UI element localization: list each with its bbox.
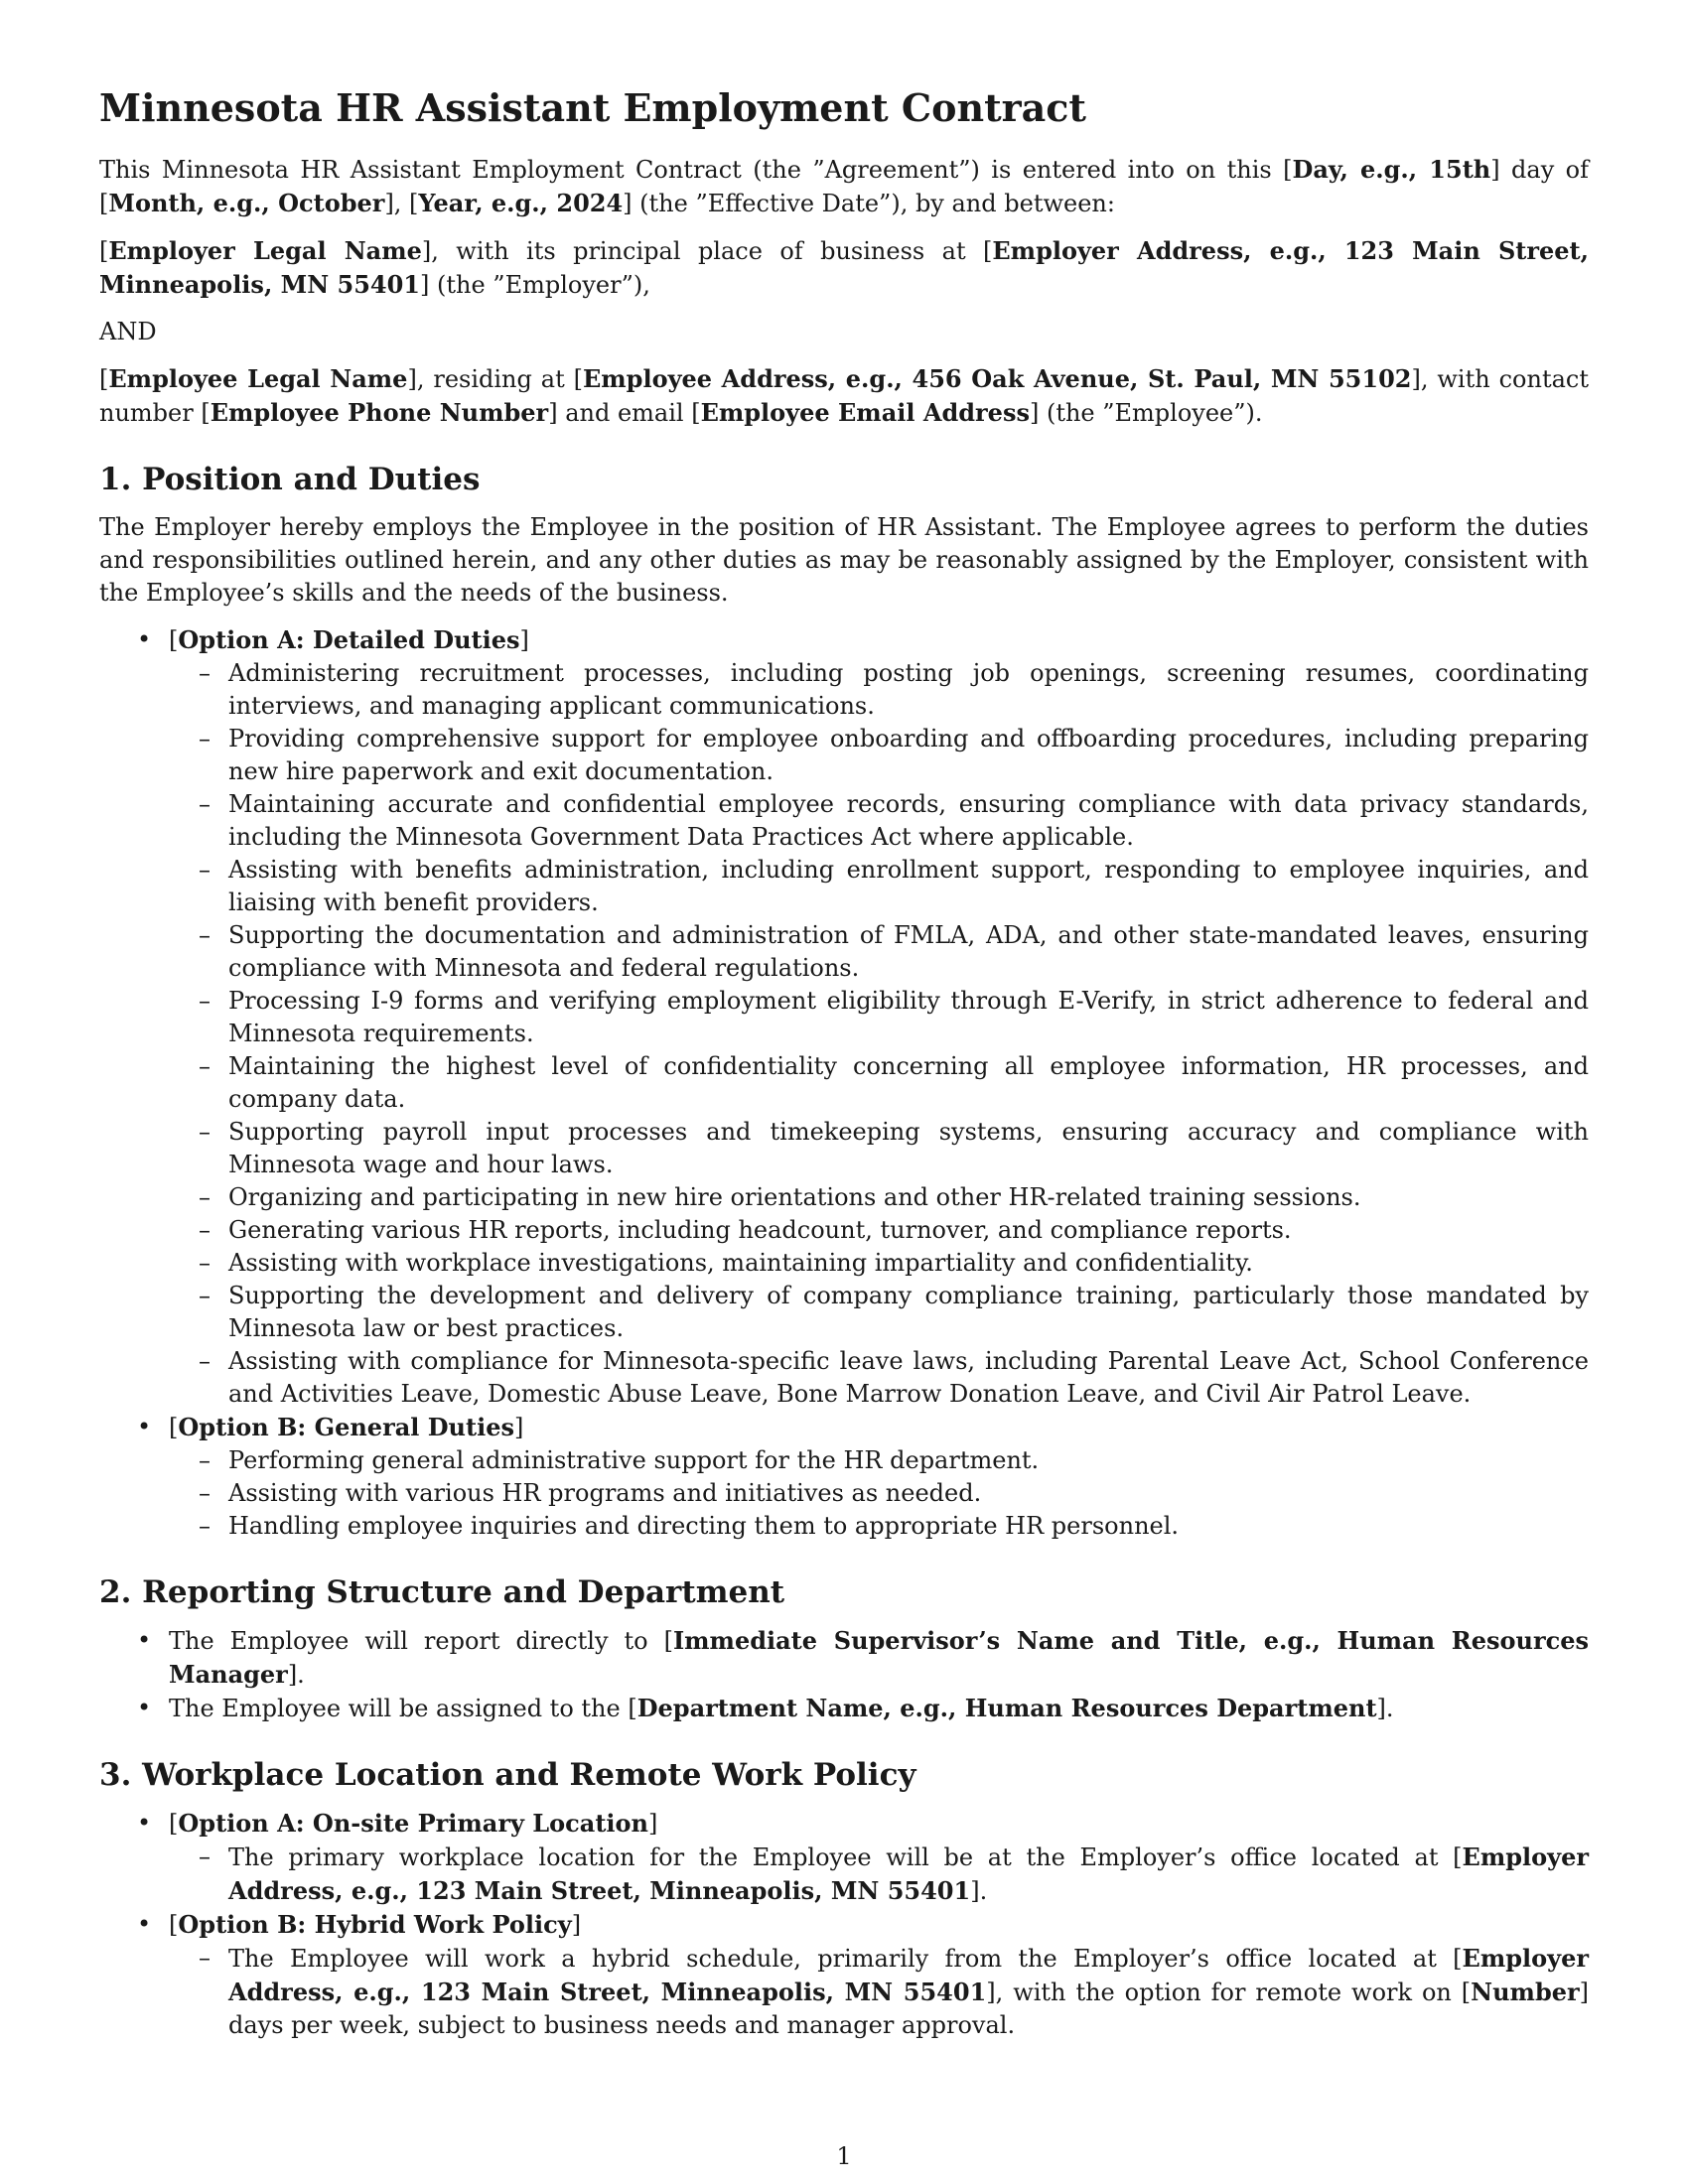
dash-icon: – <box>199 1052 211 1080</box>
department-item: • The Employee will be assigned to the [Department Name, e.g., Human Resources Department]. <box>137 1694 1394 1722</box>
reporting-supervisor-item: • The Employee will report directly to [Immediate Supervisor’s Name and Title, e.g., Human Resources Manager]. <box>137 1626 1590 1689</box>
list-item: – Maintaining the highest level of confidentiality concerning all employee information, HR processes, and company data. <box>199 1052 1589 1113</box>
placeholder-day: Day, e.g., 15th <box>1292 155 1491 184</box>
placeholder-employer-name: Employer Legal Name <box>108 236 422 265</box>
list-item: – Supporting the documentation and administration of FMLA, ADA, and other state-mandated leaves, ensuring compliance with Minnesota and federal regulations. <box>199 921 1589 982</box>
placeholder-employer-address: Employer Address, e.g., 123 Main Street, Minneapolis, MN 55401 <box>228 1944 1589 2006</box>
list-item: – Assisting with compliance for Minnesota-specific leave laws, including Parental Leave Act, School Conference and Activities Leave, Domestic Abuse Leave, Bone Marrow Donation Leave, and Civil Air Patrol Leave. <box>199 1347 1589 1408</box>
list-item: – Supporting payroll input processes and timekeeping systems, ensuring accuracy and compliance with Minnesota wage and hour laws. <box>199 1118 1589 1178</box>
page-number: 1 <box>836 2142 852 2170</box>
dash-icon: – <box>199 659 211 687</box>
list-item: – Organizing and participating in new hire orientations and other HR-related training sessions. <box>169 1181 1589 1214</box>
bullet-icon: • <box>137 1910 152 1938</box>
list-item: – Processing I-9 forms and verifying employment eligibility through E-Verify, in strict adherence to federal and Minnesota requirements. <box>199 987 1589 1047</box>
list-item: – Maintaining accurate and confidential employee records, ensuring compliance with data privacy standards, including the Minnesota Government Data Practices Act where applicable. <box>199 790 1589 851</box>
list-item: – Assisting with benefits administration, including enrollment support, responding to employee inquiries, and liaising with benefit providers. <box>199 856 1589 916</box>
list-item: – Generating various HR reports, including headcount, turnover, and compliance reports. <box>169 1214 1589 1247</box>
intro-and: AND <box>99 318 157 345</box>
list-item: – Assisting with various HR programs and initiatives as needed. <box>169 1477 1589 1510</box>
intro-paragraph-employer: [Employer Legal Name], with its principal place of business at [Employer Address, e.g., 123 Main Street, Minneapolis, MN 55401] (the ”Employer”), <box>99 236 1589 299</box>
dash-icon: – <box>199 1282 211 1309</box>
section3-list <box>99 1807 1589 2042</box>
list-item: – Providing comprehensive support for employee onboarding and offboarding procedures, including preparing new hire paperwork and exit documentation. <box>199 725 1589 785</box>
dash-icon: – <box>199 1183 211 1211</box>
placeholder-supervisor: Immediate Supervisor’s Name and Title, e.g., Human Resources Manager <box>169 1626 1590 1689</box>
placeholder-month: Month, e.g., October <box>108 189 385 217</box>
dash-icon: – <box>199 1249 211 1277</box>
option-a-duties-list <box>169 657 1589 1411</box>
placeholder-employee-phone: Employee Phone Number <box>210 398 549 427</box>
dash-icon: – <box>199 1944 211 1972</box>
bullet-icon: • <box>137 1809 152 1837</box>
dash-icon: – <box>199 856 211 884</box>
list-item: – Handling employee inquiries and directing them to appropriate HR personnel. <box>169 1510 1589 1543</box>
dash-icon: – <box>199 790 211 818</box>
placeholder-employer-address: Employer Address, e.g., 123 Main Street, Minneapolis, MN 55401 <box>99 236 1589 299</box>
option-b-hybrid-list <box>169 1942 1589 2042</box>
dash-icon: – <box>199 1479 211 1507</box>
placeholder-employee-name: Employee Legal Name <box>108 364 408 393</box>
bullet-icon: • <box>137 1413 152 1440</box>
section1-options-list <box>99 623 1589 1543</box>
list-item: – Supporting the development and delivery of company compliance training, particularly those mandated by Minnesota law or best practices. <box>199 1282 1589 1342</box>
document-page <box>99 85 1589 2042</box>
placeholder-number: Number <box>1471 1978 1580 2006</box>
list-item: – The Employee will work a hybrid schedule, primarily from the Employer’s office located at [Employer Address, e.g., 123 Main Street, Minneapolis, MN 55401], with the option for remote work on [Number] days per week, subject to business needs and manager approval. <box>199 1944 1590 2039</box>
dash-icon: – <box>199 1216 211 1244</box>
dash-icon: – <box>199 921 211 949</box>
bullet-icon: • <box>137 625 152 653</box>
bullet-icon: • <box>137 1626 152 1654</box>
section-heading-reporting-structure: 2. Reporting Structure and Department <box>99 1574 785 1610</box>
placeholder-employee-address: Employee Address, e.g., 456 Oak Avenue, St. Paul, MN 55102 <box>582 364 1412 393</box>
dash-icon: – <box>199 1446 211 1474</box>
intro-paragraph-date: This Minnesota HR Assistant Employment Contract (the ”Agreement”) is entered into on this [Day, e.g., 15th] day of [Month, e.g., October], [Year, e.g., 2024] (the ”Effective Date”), by and between: <box>99 155 1589 217</box>
option-a-detailed-duties: • [Option A: Detailed Duties] – Administering recruitment processes, including posting job openings, screening resumes, coordinating interviews, and managing applicant communications. – Providing comprehensive support for employee onboarding and offboarding procedures, including preparing new hire paperwork and exit documentation. – Maintaining accurate and confidential employee records, ensuring compliance with data privacy standards, including the Minnesota Government Data Practices Act where applicable. – Assisting with benefits administration, including enrollment support, responding to employee inquiries, and liaising with benefit providers. – Supporting the documentation and administration of FMLA, ADA, and other state-mandated leaves, ensuring compliance with Minnesota and federal regulations. – Processing I-9 forms and verifying employment eligibility through E-Verify, in strict adherence to federal and Minnesota requirements. – Maintaining the highest level of confidentiality concerning all employee information, HR processes, and company data. – Supporting payroll input processes and timekeeping systems, ensuring accuracy and compliance with Minnesota wage and hour laws. – Organizing and participating in new hire orientations and other HR-related training sessions. – Generating various HR reports, including headcount, turnover, and compliance reports. – Assisting with workplace investigations, maintaining impartiality and confidentiality. – Supporting the development and delivery of company compliance training, particularly those mandated by Minnesota law or best practices. – Assisting with compliance for Minnesota-specific leave laws, including Parental Leave Act, School Conference and Activities Leave, Domestic Abuse Leave, Bone Marrow Donation Leave, and Civil Air Patrol Leave. <box>99 623 1589 1411</box>
placeholder-employer-address: Employer Address, e.g., 123 Main Street, Minneapolis, MN 55401 <box>228 1843 1589 1905</box>
document-title: Minnesota HR Assistant Employment Contract <box>99 85 1086 130</box>
list-item: – Performing general administrative support for the HR department. <box>169 1444 1589 1477</box>
placeholder-year: Year, e.g., 2024 <box>418 189 624 217</box>
dash-icon: – <box>199 1118 211 1146</box>
section1-body: The Employer hereby employs the Employee in the position of HR Assistant. The Employee agrees to perform the duties and responsibilities outlined herein, and any other duties as may be reasonably assigned by the Employer, consistent with the Employee’s skills and the needs of the business. <box>99 513 1589 607</box>
section-heading-position-duties: 1. Position and Duties <box>99 462 481 497</box>
list-item: – Administering recruitment processes, including posting job openings, screening resumes, coordinating interviews, and managing applicant communications. <box>199 659 1589 720</box>
list-item: – Assisting with workplace investigations, maintaining impartiality and confidentiality. <box>169 1247 1589 1280</box>
dash-icon: – <box>199 1843 211 1870</box>
option-a-onsite-list <box>169 1841 1589 1908</box>
placeholder-employee-email: Employee Email Address <box>700 398 1030 427</box>
option-b-duties-list <box>169 1444 1589 1543</box>
dash-icon: – <box>199 1347 211 1375</box>
list-item: – The primary workplace location for the Employee will be at the Employer’s office located at [Employer Address, e.g., 123 Main Street, Minneapolis, MN 55401]. <box>199 1843 1589 1905</box>
placeholder-department: Department Name, e.g., Human Resources Department <box>636 1694 1377 1722</box>
dash-icon: – <box>199 725 211 752</box>
intro-paragraph-employee: [Employee Legal Name], residing at [Employee Address, e.g., 456 Oak Avenue, St. Paul, MN 55102], with contact number [Employee Phone Number] and email [Employee Email Address] (the ”Employee”). <box>99 364 1589 427</box>
bullet-icon: • <box>137 1694 152 1721</box>
option-b-general-duties: • [Option B: General Duties] – Performing general administrative support for the HR department. – Assisting with various HR programs and initiatives as needed. – Handling employee inquiries and directing them to appropriate HR personnel. <box>99 1411 1589 1543</box>
section2-list <box>99 1624 1589 1725</box>
dash-icon: – <box>199 987 211 1015</box>
option-a-onsite: • [Option A: On-site Primary Location] – The primary workplace location for the Employee will be at the Employer’s office located at [Employer Address, e.g., 123 Main Street, Minneapolis, MN 55401]. <box>99 1807 1589 1908</box>
dash-icon: – <box>199 1512 211 1540</box>
section-heading-workplace-location: 3. Workplace Location and Remote Work Policy <box>99 1757 916 1793</box>
option-b-hybrid: • [Option B: Hybrid Work Policy] – The Employee will work a hybrid schedule, primarily from the Employer’s office located at [Employer Address, e.g., 123 Main Street, Minneapolis, MN 55401], with the option for remote work on [Number] days per week, subject to business needs and manager approval. <box>99 1908 1589 2042</box>
